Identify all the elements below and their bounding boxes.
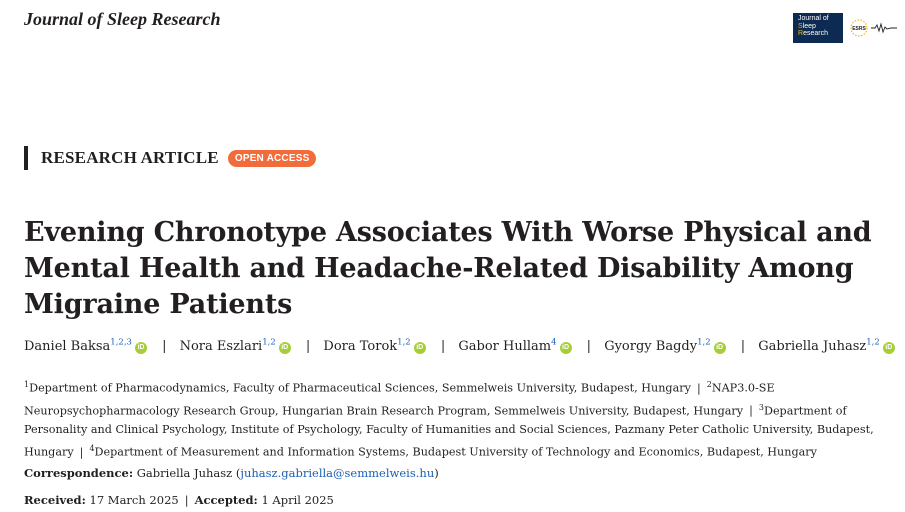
author-name: Gabor Hullam	[458, 339, 552, 355]
author-name: Daniel Baksa	[24, 339, 111, 355]
received-date: 17 March 2025	[89, 493, 179, 507]
correspondence-email-link[interactable]: juhasz.gabriella@semmelweis.hu	[240, 466, 435, 480]
open-access-badge[interactable]: OPEN ACCESS	[228, 150, 317, 167]
author[interactable]	[24, 339, 147, 354]
accepted-date: 1 April 2025	[261, 493, 334, 507]
logo-line: Journal of	[798, 15, 829, 22]
logo-line: Sleep	[798, 22, 816, 30]
author[interactable]	[604, 339, 725, 354]
article-title: Evening Chronotype Associates With Worse Physical and Mental Health and Headache-Related Disability Among Migraine Patients	[24, 217, 872, 320]
author-affiliation-ref: 1,2	[866, 338, 880, 348]
affiliation-number: 2	[706, 380, 712, 389]
esrs-abbr: ESRS	[852, 26, 866, 32]
affiliations	[24, 375, 884, 462]
affiliation-number: 3	[758, 402, 764, 412]
orcid-icon[interactable]: iD	[279, 342, 291, 354]
author-name: Nora Eszlari	[179, 339, 263, 355]
author-separator: |	[162, 339, 167, 355]
author-name: Dora Torok	[323, 339, 398, 355]
journal-logo[interactable]	[793, 13, 843, 43]
orcid-icon[interactable]: iD	[560, 342, 572, 354]
author-name: Gabriella Juhasz	[758, 339, 867, 355]
affiliation-separator: |	[79, 446, 84, 460]
orcid-icon[interactable]: iD	[135, 342, 147, 354]
article-dates	[24, 493, 334, 507]
article-type-bar	[24, 146, 316, 170]
author-separator: |	[440, 339, 446, 355]
date-separator: |	[184, 493, 189, 507]
orcid-icon[interactable]: iD	[714, 342, 726, 354]
affiliation-separator: |	[749, 404, 753, 418]
author-separator: |	[586, 339, 592, 355]
logo-line: Research	[798, 30, 828, 37]
esrs-logo[interactable]	[849, 18, 897, 38]
esrs-star-ring-icon	[849, 18, 869, 38]
received-label: Received:	[24, 493, 86, 507]
correspondence-label: Correspondence:	[24, 466, 134, 480]
logo-line-rest: esearch	[803, 30, 828, 37]
orcid-icon[interactable]: iD	[414, 342, 426, 354]
author[interactable]	[458, 339, 571, 354]
affiliation-text: Department of Measurement and Information Systems, Budapest University of Technology and Economics, Budapest, Hungary	[94, 446, 817, 460]
author-affiliation-ref: 1,2,3	[110, 338, 132, 348]
affiliation-separator: |	[696, 381, 701, 395]
accepted-label: Accepted:	[194, 493, 258, 507]
author-affiliation-ref: 4	[551, 338, 557, 348]
orcid-icon[interactable]: iD	[883, 342, 895, 354]
author-name: Gyorgy Bagdy	[604, 339, 698, 355]
affiliation-number: 4	[89, 444, 95, 454]
author-separator: |	[740, 339, 746, 355]
sleep-wave-icon	[871, 22, 897, 34]
correspondence: Correspondence: Gabriella Juhasz (juhasz.gabriella@semmelweis.hu)	[24, 466, 439, 480]
author-separator: |	[305, 339, 311, 355]
journal-name[interactable]: Journal of Sleep Research	[24, 9, 221, 29]
author[interactable]	[758, 339, 894, 354]
affiliation-number: 1	[24, 380, 30, 389]
affiliation-text: NAP3.0-SE Neuropsychopharmacology Research Group, Hungarian Brain Research Program, Semmelweis University, Budapest, Hungary	[24, 381, 775, 418]
author-affiliation-ref: 1,2	[262, 338, 276, 348]
logo-line-rest: leep	[802, 22, 816, 30]
affiliation-text: Department of Personality and Clinical Psychology, Institute of Psychology, Faculty of Humanities and Social Sciences, Pazmany Peter Catholic University, Budapest, Hungary	[24, 404, 874, 460]
journal-logos	[793, 13, 897, 43]
author-affiliation-ref: 1,2	[397, 338, 411, 348]
author-affiliation-ref: 1,2	[697, 338, 711, 348]
article-type-label: RESEARCH ARTICLE	[41, 148, 219, 167]
author[interactable]	[180, 339, 291, 354]
correspondence-name: Gabriella Juhasz	[136, 466, 233, 480]
author[interactable]	[323, 339, 425, 354]
author-list	[24, 338, 894, 354]
affiliation-text: Department of Pharmacodynamics, Faculty of Pharmaceutical Sciences, Semmelweis University, Budapest, Hungary	[29, 381, 691, 395]
